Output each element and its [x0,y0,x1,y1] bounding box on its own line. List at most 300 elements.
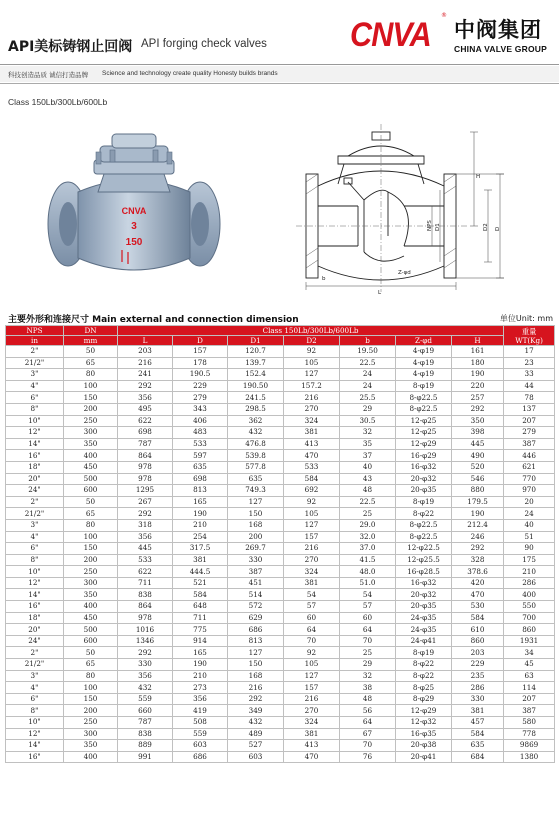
table-cell: 250 [64,415,118,427]
table-cell: 216 [118,357,173,369]
table-cell: 749.3 [228,485,284,497]
table-cell: 150 [64,543,118,555]
table-cell: 508 [173,717,228,729]
table-cell: 387 [228,566,284,578]
table-row [6,438,555,450]
table-cell: 29.0 [340,519,396,531]
table-cell: 12" [6,728,64,740]
unit-label: 单位Unit: mm [499,314,553,323]
table-cell: 8" [6,554,64,566]
table-cell: 356 [118,670,173,682]
table-row [6,647,555,659]
table-cell: 330 [452,693,504,705]
table-cell: 286 [452,682,504,694]
dim-label-d: D [495,226,501,231]
dim-label-bolts: Z-φd [398,270,411,276]
table-cell: 660 [118,705,173,717]
table-cell: 43 [340,473,396,485]
table-cell: 16" [6,601,64,613]
table-cell: 40 [504,519,555,531]
table-cell: 8-φ22.5 [396,531,452,543]
table-cell: 54 [340,589,396,601]
body-mark-size: 3 [131,221,137,232]
table-cell: 317.5 [173,543,228,555]
table-row [6,740,555,752]
table-cell: 450 [64,612,118,624]
table-cell: 1380 [504,751,555,763]
table-cell: 362 [228,415,284,427]
brand-logo: CNVA [350,16,431,54]
table-cell: 2" [6,496,64,508]
header-class: Class 150Lb/300Lb/600Lb [118,326,504,336]
table-cell: 100 [64,531,118,543]
table-cell: 684 [452,751,504,763]
table-cell: 711 [173,612,228,624]
table-cell: 432 [118,682,173,694]
table-cell: 635 [452,740,504,752]
table-cell: 14" [6,438,64,450]
header-weight-cn: 重量 [521,326,537,336]
registered-mark: ® [441,12,447,19]
table-cell: 56 [340,705,396,717]
table-cell: 572 [228,601,284,613]
table-cell: 241.5 [228,392,284,404]
table-cell: 451 [228,577,284,589]
table-cell: 41.5 [340,554,396,566]
table-cell: 152.4 [228,369,284,381]
table-cell: 127 [284,519,340,531]
table-cell: 34 [504,647,555,659]
table-cell: 324 [284,566,340,578]
slogan-chinese: 科技创造品质 诚信打造品牌 [8,71,89,79]
table-cell: 51 [504,531,555,543]
table-cell: 300 [64,728,118,740]
table-cell: 20-φ32 [396,473,452,485]
page-header [0,0,559,66]
header-col-1: mm [64,336,118,346]
valve-photo [38,112,230,284]
header-col-4: D1 [228,336,284,346]
table-cell: 257 [452,392,504,404]
table-cell: 6" [6,543,64,555]
table-cell: 21/2" [6,357,64,369]
table-cell: 621 [504,461,555,473]
table-cell: 139.7 [228,357,284,369]
table-row [6,682,555,694]
table-cell: 64 [340,624,396,636]
table-cell: 19.50 [340,346,396,358]
table-row [6,705,555,717]
table-cell: 24-φ35 [396,612,452,624]
table-cell: 864 [118,601,173,613]
table-row [6,485,555,497]
table-cell: 64 [284,624,340,636]
table-cell: 24 [504,508,555,520]
table-cell: 622 [118,566,173,578]
table-cell: 3" [6,519,64,531]
table-cell: 12-φ29 [396,705,452,717]
table-cell: 400 [64,450,118,462]
table-cell: 44 [504,380,555,392]
table-cell: 48 [340,693,396,705]
table-cell: 105 [284,357,340,369]
table-cell: 6" [6,392,64,404]
table-row [6,566,555,578]
table-cell: 978 [118,461,173,473]
table-row [6,693,555,705]
table-cell: 210 [504,566,555,578]
table-cell: 381 [284,728,340,740]
table-cell: 48.0 [340,566,396,578]
table-cell: 50 [64,496,118,508]
table-cell: 60 [340,612,396,624]
table-cell: 12-φ25 [396,427,452,439]
table-row [6,427,555,439]
table-cell: 350 [64,740,118,752]
table-cell: 92 [284,346,340,358]
table-cell: 114 [504,682,555,694]
table-row [6,635,555,647]
table-cell: 269.7 [228,543,284,555]
table-cell: 12-φ25 [396,415,452,427]
table-cell: 520 [452,461,504,473]
table-cell: 400 [504,589,555,601]
table-cell: 635 [173,461,228,473]
table-cell: 38 [340,682,396,694]
table-cell: 24 [340,380,396,392]
table-row [6,392,555,404]
table-cell: 12-φ29 [396,438,452,450]
table-cell: 105 [284,659,340,671]
table-cell: 686 [228,624,284,636]
table-cell: 813 [173,485,228,497]
section-title: 主要外形和连接尺寸 Main external and connection dimension [8,315,299,325]
table-cell: 127 [284,670,340,682]
table-cell: 57 [340,601,396,613]
table-cell: 23 [504,357,555,369]
table-cell: 16-φ32 [396,577,452,589]
table-cell: 32.0 [340,531,396,543]
table-row [6,519,555,531]
table-cell: 550 [504,601,555,613]
table-cell: 150 [228,508,284,520]
table-row [6,670,555,682]
table-cell: 4-φ19 [396,369,452,381]
table-cell: 610 [452,624,504,636]
table-cell: 10" [6,717,64,729]
table-cell: 860 [504,624,555,636]
table-cell: 444.5 [173,566,228,578]
table-cell: 381 [284,427,340,439]
table-cell: 16-φ29 [396,450,452,462]
table-cell: 978 [118,612,173,624]
table-cell: 349 [228,705,284,717]
table-cell: 279 [173,392,228,404]
table-cell: 692 [284,485,340,497]
table-cell: 270 [284,554,340,566]
table-cell: 533 [118,554,173,566]
table-cell: 4" [6,682,64,694]
table-cell: 356 [118,392,173,404]
table-cell: 80 [64,519,118,531]
table-cell: 100 [64,380,118,392]
table-cell: 10" [6,566,64,578]
table-cell: 711 [118,577,173,589]
table-cell: 150 [228,659,284,671]
table-cell: 14" [6,589,64,601]
table-cell: 12-φ32 [396,717,452,729]
table-cell: 860 [452,635,504,647]
header-col-8: H [452,336,504,346]
table-cell: 381 [173,554,228,566]
table-cell: 229 [452,659,504,671]
table-cell: 40 [340,461,396,473]
table-cell: 1016 [118,624,173,636]
table-cell: 1931 [504,635,555,647]
dim-label-d2: D2 [483,223,489,231]
table-cell: 212.4 [452,519,504,531]
body-mark-class: 150 [125,237,143,248]
table-cell: 629 [228,612,284,624]
table-cell: 584 [452,728,504,740]
table-cell: 580 [504,717,555,729]
table-cell: 17 [504,346,555,358]
table-cell: 190 [452,508,504,520]
table-cell: 292 [118,508,173,520]
table-cell: 137 [504,403,555,415]
table-cell: 50 [64,346,118,358]
table-cell: 65 [64,508,118,520]
table-row [6,450,555,462]
table-cell: 20-φ41 [396,751,452,763]
table-cell: 445 [452,438,504,450]
table-cell: 80 [64,369,118,381]
table-cell: 521 [173,577,228,589]
table-row [6,717,555,729]
table-cell: 600 [64,635,118,647]
table-cell: 220 [452,380,504,392]
table-cell: 22.5 [340,357,396,369]
table-row [6,415,555,427]
header-col-3: D [173,336,228,346]
table-cell: 48 [340,485,396,497]
table-cell: 150 [64,693,118,705]
table-row [6,403,555,415]
table-cell: 978 [118,473,173,485]
table-cell: 490 [452,450,504,462]
table-cell: 413 [284,438,340,450]
table-cell: 24-φ35 [396,624,452,636]
header-weight [504,326,555,346]
table-cell: 3" [6,369,64,381]
table-cell: 16-φ32 [396,461,452,473]
table-cell: 483 [173,427,228,439]
table-cell: 190 [173,508,228,520]
table-cell: 292 [118,647,173,659]
table-cell: 200 [64,403,118,415]
header-col-2: L [118,336,173,346]
table-cell: 51.0 [340,577,396,589]
table-cell: 470 [284,450,340,462]
table-row [6,554,555,566]
table-cell: 8-φ22.5 [396,392,452,404]
table-cell: 476.8 [228,438,284,450]
table-cell: 12" [6,427,64,439]
brand-name-chinese: 中阀集团 [454,18,542,42]
table-cell: 16" [6,751,64,763]
table-cell: 25 [340,647,396,659]
table-cell: 8" [6,705,64,717]
header-col-0: in [6,336,64,346]
table-cell: 450 [64,461,118,473]
table-cell: 889 [118,740,173,752]
table-cell: 180 [452,357,504,369]
table-cell: 577.8 [228,461,284,473]
table-cell: 1295 [118,485,173,497]
table-cell: 33 [504,369,555,381]
table-cell: 54 [284,589,340,601]
table-cell: 8-φ19 [396,647,452,659]
table-cell: 57 [284,601,340,613]
table-cell: 489 [228,728,284,740]
table-cell: 330 [228,554,284,566]
table-cell: 70 [340,740,396,752]
table-row [6,589,555,601]
table-cell: 90 [504,543,555,555]
table-cell: 350 [64,438,118,450]
table-cell: 65 [64,659,118,671]
dim-label-b: b [322,276,326,282]
table-cell: 8-φ22 [396,508,452,520]
slogan-english: Science and technology create quality Honesty builds brands [102,70,278,77]
table-cell: 350 [64,589,118,601]
table-row [6,624,555,636]
table-cell: 127 [284,369,340,381]
header-col-6: b [340,336,396,346]
table-cell: 813 [228,635,284,647]
table-cell: 20" [6,624,64,636]
table-row [6,612,555,624]
table-cell: 8-φ22 [396,659,452,671]
table-cell: 157.2 [284,380,340,392]
table-cell: 343 [173,403,228,415]
table-cell: 2" [6,346,64,358]
table-cell: 200 [64,705,118,717]
table-row [6,751,555,763]
table-cell: 4-φ19 [396,346,452,358]
body-mark-brand: CNVA [121,206,147,216]
table-cell: 324 [284,415,340,427]
table-cell: 20-φ32 [396,589,452,601]
table-cell: 65 [64,357,118,369]
table-cell: 207 [504,693,555,705]
table-cell: 22.5 [340,496,396,508]
table-cell: 14" [6,740,64,752]
dim-label-nps: NPS [427,220,433,231]
table-cell: 4-φ19 [396,357,452,369]
table-cell: 24" [6,485,64,497]
table-cell: 770 [504,473,555,485]
table-row [6,508,555,520]
table-cell: 500 [64,624,118,636]
table-cell: 200 [228,531,284,543]
table-cell: 175 [504,554,555,566]
table-cell: 25 [340,508,396,520]
table-cell: 622 [118,415,173,427]
table-cell: 100 [64,682,118,694]
table-cell: 864 [118,450,173,462]
title-english: API forging check valves [141,38,267,50]
table-cell: 165 [173,496,228,508]
table-cell: 60 [284,612,340,624]
table-row [6,601,555,613]
table-cell: 157 [284,682,340,694]
table-cell: 120.7 [228,346,284,358]
table-cell: 838 [118,728,173,740]
table-cell: 298.5 [228,403,284,415]
table-cell: 584 [452,612,504,624]
table-cell: 457 [452,717,504,729]
table-cell: 419 [173,705,228,717]
table-cell: 387 [504,438,555,450]
table-cell: 698 [173,473,228,485]
table-cell: 207 [504,415,555,427]
table-cell: 216 [228,682,284,694]
table-cell: 35 [340,438,396,450]
table-cell: 533 [173,438,228,450]
table-cell: 432 [228,427,284,439]
table-cell: 446 [504,450,555,462]
table-cell: 179.5 [452,496,504,508]
table-cell: 190 [452,369,504,381]
table-cell: 105 [284,508,340,520]
table-cell: 8-φ22.5 [396,519,452,531]
dim-label-d1: D1 [435,223,441,231]
table-cell: 161 [452,346,504,358]
table-cell: 635 [228,473,284,485]
table-cell: 30.5 [340,415,396,427]
table-cell: 241 [118,369,173,381]
table-cell: 37 [340,450,396,462]
header-col-5: D2 [284,336,340,346]
table-cell: 9869 [504,740,555,752]
table-cell: 470 [452,589,504,601]
table-cell: 32 [340,427,396,439]
dimension-table [5,325,555,763]
table-cell: 50 [64,647,118,659]
table-cell: 78 [504,392,555,404]
table-cell: 76 [340,751,396,763]
table-cell: 4" [6,380,64,392]
table-cell: 127 [228,647,284,659]
table-cell: 279 [504,427,555,439]
table-cell: 970 [504,485,555,497]
table-cell: 8" [6,403,64,415]
table-cell: 406 [173,415,228,427]
table-cell: 67 [340,728,396,740]
header-nps: NPS [6,326,64,336]
table-cell: 318 [118,519,173,531]
table-cell: 400 [64,601,118,613]
table-cell: 18" [6,612,64,624]
table-cell: 70 [340,635,396,647]
title-chinese: API美标铸钢止回阀 [8,39,133,55]
table-cell: 8-φ25 [396,682,452,694]
table-cell: 273 [173,682,228,694]
table-cell: 3" [6,670,64,682]
header-weight-en: WT(Kg) [515,335,543,345]
table-cell: 18" [6,461,64,473]
